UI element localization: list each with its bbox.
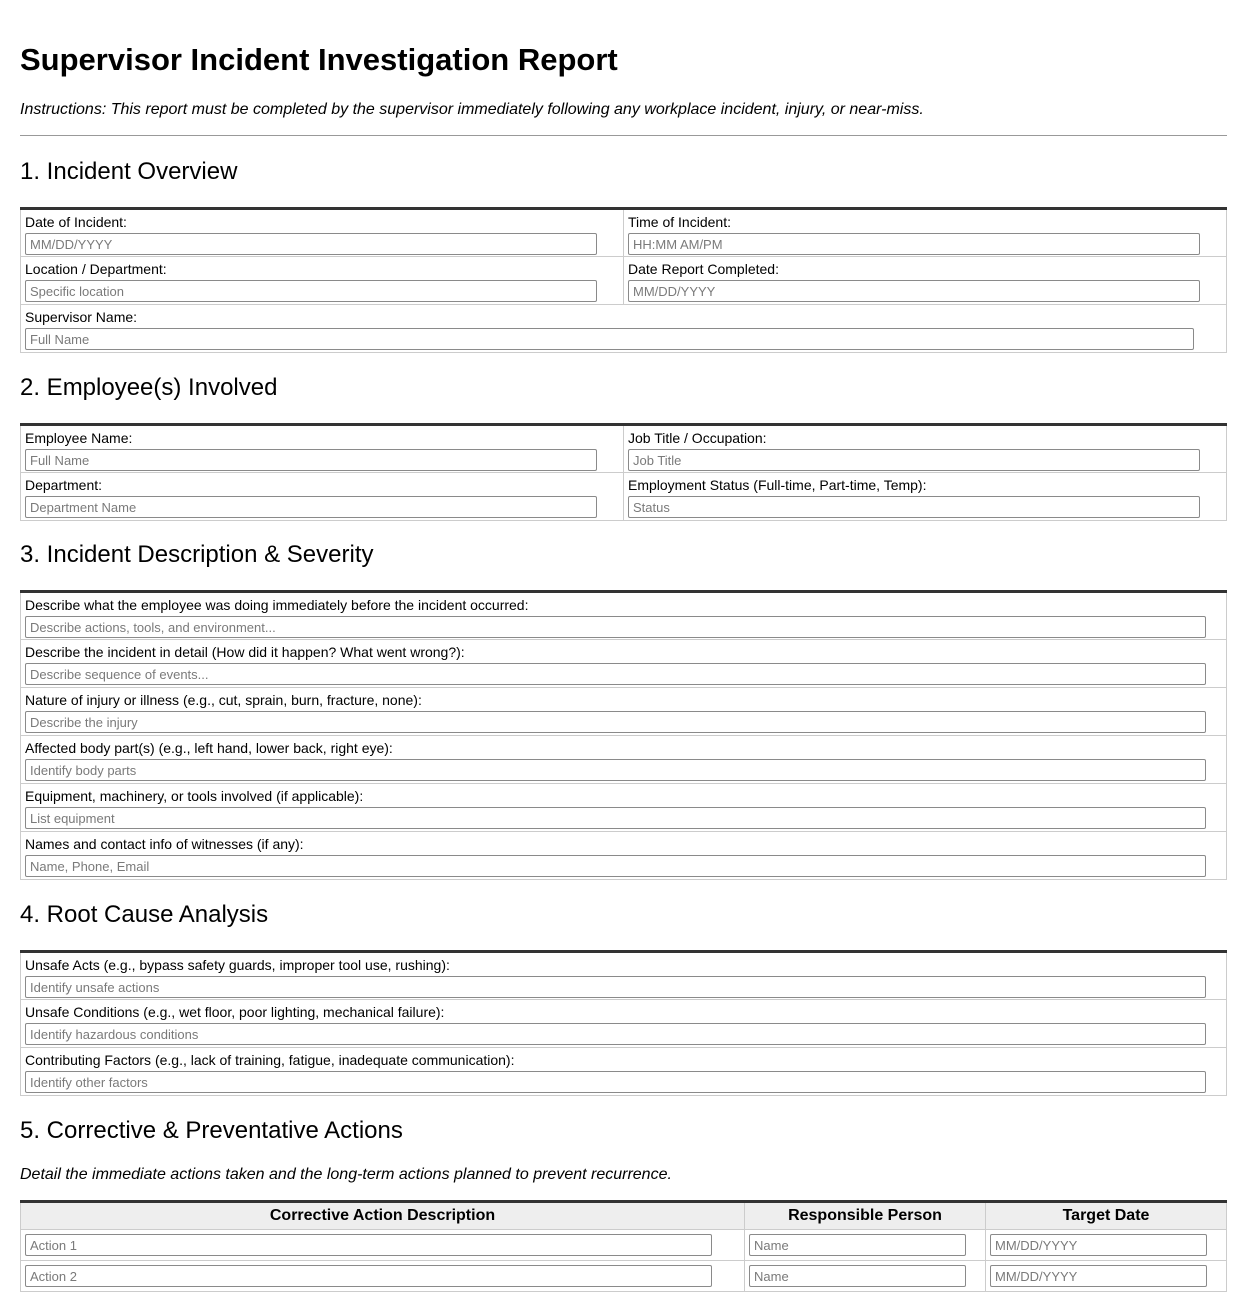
contributing-factors-cell: [21, 1048, 1227, 1096]
location-cell: [21, 257, 624, 305]
incident-detail-input[interactable]: [25, 663, 1206, 685]
supervisor-name-label: Supervisor Name:: [25, 309, 138, 325]
activity-before-cell: [21, 592, 1227, 640]
unsafe-conditions-input[interactable]: [25, 1023, 1206, 1045]
employee-name-input[interactable]: [25, 449, 597, 471]
corrective-actions-table: [20, 1200, 1227, 1292]
date-report-completed-cell: [624, 257, 1227, 305]
root-cause-table: [20, 950, 1227, 1096]
employee-name-cell: [21, 425, 624, 473]
department-cell: [21, 473, 624, 521]
department-input[interactable]: [25, 496, 597, 518]
incident-description-table: [20, 590, 1227, 880]
employment-status-label: Employment Status (Full-time, Part-time, Temp):: [628, 477, 927, 493]
witnesses-input[interactable]: [25, 855, 1206, 877]
equipment-input[interactable]: [25, 807, 1206, 829]
section-title-incident-overview: 1. Incident Overview: [20, 158, 238, 185]
location-input[interactable]: [25, 280, 597, 302]
witnesses-label: Names and contact info of witnesses (if any):: [25, 836, 304, 852]
section-title-incident-description: 3. Incident Description & Severity: [20, 541, 374, 568]
incident-detail-label: Describe the incident in detail (How did it happen? What went wrong?):: [25, 644, 465, 660]
section-title-corrective-actions: 5. Corrective & Preventative Actions: [20, 1117, 403, 1144]
department-label: Department:: [25, 477, 103, 493]
instructions-text: Instructions: This report must be completed by the supervisor immediately following any workplace incident, injury, or near-miss.: [20, 101, 924, 118]
date-report-completed-label: Date Report Completed:: [628, 261, 779, 277]
supervisor-name-input[interactable]: [25, 328, 1194, 350]
supervisor-name-cell: [21, 305, 1227, 353]
action-row: [21, 1230, 1227, 1261]
action-2-person-input[interactable]: [749, 1265, 966, 1287]
date-of-incident-label: Date of Incident:: [25, 214, 127, 230]
employment-status-cell: [624, 473, 1227, 521]
unsafe-acts-cell: [21, 952, 1227, 1000]
action-1-input[interactable]: [25, 1234, 712, 1256]
employment-status-input[interactable]: [628, 496, 1200, 518]
employees-involved-table: [20, 423, 1227, 521]
date-of-incident-cell: [21, 209, 624, 257]
date-of-incident-input[interactable]: [25, 233, 597, 255]
witnesses-cell: [21, 832, 1227, 880]
incident-detail-cell: [21, 640, 1227, 688]
unsafe-conditions-cell: [21, 1000, 1227, 1048]
body-parts-input[interactable]: [25, 759, 1206, 781]
location-label: Location / Department:: [25, 261, 167, 277]
time-of-incident-label: Time of Incident:: [628, 214, 731, 230]
body-parts-label: Affected body part(s) (e.g., left hand, lower back, right eye):: [25, 740, 393, 756]
action-1-date-input[interactable]: [990, 1234, 1207, 1256]
action-2-input[interactable]: [25, 1265, 712, 1287]
activity-before-input[interactable]: [25, 616, 1206, 638]
column-header-date: Target Date: [986, 1202, 1227, 1230]
page-title: Supervisor Incident Investigation Report: [20, 42, 618, 77]
corrective-actions-note: Detail the immediate actions taken and the long-term actions planned to prevent recurrence.: [20, 1166, 672, 1183]
injury-nature-label: Nature of injury or illness (e.g., cut, sprain, burn, fracture, none):: [25, 692, 422, 708]
job-title-label: Job Title / Occupation:: [628, 430, 767, 446]
equipment-label: Equipment, machinery, or tools involved (if applicable):: [25, 788, 364, 804]
contributing-factors-input[interactable]: [25, 1071, 1206, 1093]
action-row: [21, 1261, 1227, 1292]
action-1-person-input[interactable]: [749, 1234, 966, 1256]
job-title-input[interactable]: [628, 449, 1200, 471]
contributing-factors-label: Contributing Factors (e.g., lack of training, fatigue, inadequate communication):: [25, 1052, 515, 1068]
date-report-completed-input[interactable]: [628, 280, 1200, 302]
incident-overview-table: [20, 207, 1227, 353]
section-title-employees-involved: 2. Employee(s) Involved: [20, 374, 278, 401]
activity-before-label: Describe what the employee was doing immediately before the incident occurred:: [25, 597, 529, 613]
unsafe-acts-label: Unsafe Acts (e.g., bypass safety guards, improper tool use, rushing):: [25, 957, 450, 973]
equipment-cell: [21, 784, 1227, 832]
injury-nature-cell: [21, 688, 1227, 736]
injury-nature-input[interactable]: [25, 711, 1206, 733]
unsafe-acts-input[interactable]: [25, 976, 1206, 998]
body-parts-cell: [21, 736, 1227, 784]
job-title-cell: [624, 425, 1227, 473]
divider: [20, 135, 1227, 136]
unsafe-conditions-label: Unsafe Conditions (e.g., wet floor, poor lighting, mechanical failure):: [25, 1004, 445, 1020]
section-title-root-cause: 4. Root Cause Analysis: [20, 901, 269, 928]
column-header-action: Corrective Action Description: [21, 1202, 745, 1230]
employee-name-label: Employee Name:: [25, 430, 133, 446]
time-of-incident-input[interactable]: [628, 233, 1200, 255]
action-2-date-input[interactable]: [990, 1265, 1207, 1287]
column-header-person: Responsible Person: [745, 1202, 986, 1230]
time-of-incident-cell: [624, 209, 1227, 257]
